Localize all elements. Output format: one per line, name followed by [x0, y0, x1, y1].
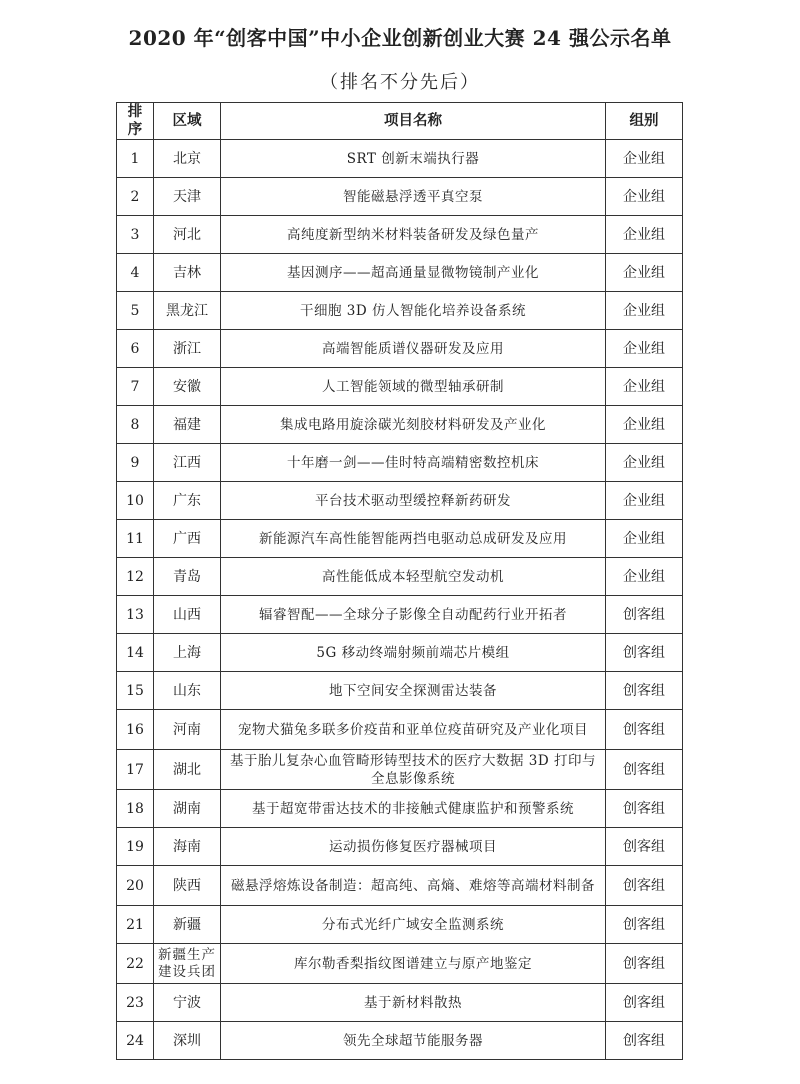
cell-rank: 8 — [117, 406, 154, 444]
page-title: 2020 年“创客中国”中小企业创新创业大赛 24 强公示名单 — [128, 26, 672, 50]
results-table — [116, 102, 683, 1060]
cell-project: 基于胎儿复杂心血管畸形铸型技术的医疗大数据 3D 打印与全息影像系统 — [221, 750, 606, 790]
cell-group: 企业组 — [606, 178, 683, 216]
cell-project: 人工智能领域的微型轴承研制 — [221, 368, 606, 406]
cell-project: 磁悬浮熔炼设备制造：超高纯、高熵、难熔等高端材料制备 — [221, 866, 606, 906]
cell-project: 智能磁悬浮透平真空泵 — [221, 178, 606, 216]
table-row — [117, 330, 683, 368]
cell-region: 海南 — [154, 828, 221, 866]
cell-rank: 12 — [117, 558, 154, 596]
cell-group: 企业组 — [606, 330, 683, 368]
cell-group: 企业组 — [606, 216, 683, 254]
cell-group: 企业组 — [606, 254, 683, 292]
header-project: 项目名称 — [221, 103, 606, 140]
table-row — [117, 984, 683, 1022]
cell-rank: 6 — [117, 330, 154, 368]
cell-rank: 22 — [117, 944, 154, 984]
table-row — [117, 482, 683, 520]
cell-region: 青岛 — [154, 558, 221, 596]
cell-rank: 9 — [117, 444, 154, 482]
cell-project: 十年磨一剑——佳时特高端精密数控机床 — [221, 444, 606, 482]
cell-group: 创客组 — [606, 750, 683, 790]
cell-group: 企业组 — [606, 368, 683, 406]
cell-group: 创客组 — [606, 828, 683, 866]
cell-project: 宠物犬猫兔多联多价疫苗和亚单位疫苗研究及产业化项目 — [221, 710, 606, 750]
cell-rank: 13 — [117, 596, 154, 634]
cell-project: 高纯度新型纳米材料装备研发及绿色量产 — [221, 216, 606, 254]
cell-project: 运动损伤修复医疗器械项目 — [221, 828, 606, 866]
cell-region: 新疆生产建设兵团 — [154, 944, 221, 984]
cell-rank: 11 — [117, 520, 154, 558]
cell-rank: 14 — [117, 634, 154, 672]
table-row — [117, 596, 683, 634]
cell-group: 创客组 — [606, 984, 683, 1022]
cell-region: 北京 — [154, 140, 221, 178]
cell-region: 安徽 — [154, 368, 221, 406]
cell-region: 湖北 — [154, 750, 221, 790]
cell-rank: 16 — [117, 710, 154, 750]
table-row — [117, 672, 683, 710]
cell-region: 上海 — [154, 634, 221, 672]
table-row — [117, 216, 683, 254]
cell-group: 企业组 — [606, 140, 683, 178]
cell-region: 宁波 — [154, 984, 221, 1022]
table-row — [117, 140, 683, 178]
cell-project: 地下空间安全探测雷达装备 — [221, 672, 606, 710]
cell-rank: 10 — [117, 482, 154, 520]
cell-project: 集成电路用旋涂碳光刻胶材料研发及产业化 — [221, 406, 606, 444]
table-row — [117, 710, 683, 750]
cell-project: 基于新材料散热 — [221, 984, 606, 1022]
cell-rank: 1 — [117, 140, 154, 178]
cell-project: 基因测序——超高通量显微物镜制产业化 — [221, 254, 606, 292]
cell-rank: 19 — [117, 828, 154, 866]
table-row — [117, 750, 683, 790]
cell-region: 福建 — [154, 406, 221, 444]
cell-group: 创客组 — [606, 672, 683, 710]
cell-project: 库尔勒香梨指纹图谱建立与原产地鉴定 — [221, 944, 606, 984]
cell-rank: 23 — [117, 984, 154, 1022]
cell-group: 创客组 — [606, 634, 683, 672]
cell-group: 创客组 — [606, 944, 683, 984]
cell-project: 平台技术驱动型缓控释新药研发 — [221, 482, 606, 520]
cell-group: 企业组 — [606, 520, 683, 558]
cell-region: 新疆 — [154, 906, 221, 944]
cell-project: SRT 创新末端执行器 — [221, 140, 606, 178]
table-row — [117, 368, 683, 406]
cell-group: 创客组 — [606, 866, 683, 906]
table-row — [117, 520, 683, 558]
cell-region: 深圳 — [154, 1022, 221, 1060]
cell-region: 陕西 — [154, 866, 221, 906]
table-row — [117, 828, 683, 866]
cell-project: 高端智能质谱仪器研发及应用 — [221, 330, 606, 368]
table-row — [117, 634, 683, 672]
cell-rank: 3 — [117, 216, 154, 254]
header-group: 组别 — [606, 103, 683, 140]
cell-rank: 5 — [117, 292, 154, 330]
cell-rank: 18 — [117, 790, 154, 828]
cell-region: 河北 — [154, 216, 221, 254]
cell-rank: 21 — [117, 906, 154, 944]
cell-group: 创客组 — [606, 710, 683, 750]
table-row — [117, 254, 683, 292]
cell-region: 广东 — [154, 482, 221, 520]
cell-region: 山西 — [154, 596, 221, 634]
cell-region: 广西 — [154, 520, 221, 558]
table-row — [117, 292, 683, 330]
table-row — [117, 406, 683, 444]
table-row — [117, 178, 683, 216]
cell-region: 湖南 — [154, 790, 221, 828]
cell-group: 企业组 — [606, 292, 683, 330]
table-row — [117, 790, 683, 828]
cell-region: 天津 — [154, 178, 221, 216]
header-region: 区域 — [154, 103, 221, 140]
cell-rank: 7 — [117, 368, 154, 406]
table-body — [117, 140, 683, 1060]
cell-group: 创客组 — [606, 596, 683, 634]
cell-group: 创客组 — [606, 906, 683, 944]
cell-project: 分布式光纤广域安全监测系统 — [221, 906, 606, 944]
cell-region: 黑龙江 — [154, 292, 221, 330]
cell-rank: 24 — [117, 1022, 154, 1060]
cell-project: 辐睿智配——全球分子影像全自动配药行业开拓者 — [221, 596, 606, 634]
cell-project: 基于超宽带雷达技术的非接触式健康监护和预警系统 — [221, 790, 606, 828]
cell-rank: 2 — [117, 178, 154, 216]
cell-group: 企业组 — [606, 406, 683, 444]
table-header-row — [117, 103, 683, 140]
page-subtitle: （排名不分先后） — [320, 72, 480, 93]
cell-group: 企业组 — [606, 558, 683, 596]
cell-project: 高性能低成本轻型航空发动机 — [221, 558, 606, 596]
cell-project: 干细胞 3D 仿人智能化培养设备系统 — [221, 292, 606, 330]
cell-region: 江西 — [154, 444, 221, 482]
cell-project: 领先全球超节能服务器 — [221, 1022, 606, 1060]
cell-rank: 17 — [117, 750, 154, 790]
table-row — [117, 444, 683, 482]
table-row — [117, 866, 683, 906]
cell-rank: 20 — [117, 866, 154, 906]
table-row — [117, 944, 683, 984]
cell-rank: 15 — [117, 672, 154, 710]
cell-region: 吉林 — [154, 254, 221, 292]
table-row — [117, 1022, 683, 1060]
cell-region: 山东 — [154, 672, 221, 710]
cell-group: 创客组 — [606, 1022, 683, 1060]
cell-project: 5G 移动终端射频前端芯片模组 — [221, 634, 606, 672]
cell-region: 浙江 — [154, 330, 221, 368]
cell-project: 新能源汽车高性能智能两挡电驱动总成研发及应用 — [221, 520, 606, 558]
cell-group: 创客组 — [606, 790, 683, 828]
header-rank: 排序 — [117, 103, 154, 140]
table-row — [117, 558, 683, 596]
cell-group: 企业组 — [606, 482, 683, 520]
cell-group: 企业组 — [606, 444, 683, 482]
cell-region: 河南 — [154, 710, 221, 750]
cell-rank: 4 — [117, 254, 154, 292]
table-row — [117, 906, 683, 944]
